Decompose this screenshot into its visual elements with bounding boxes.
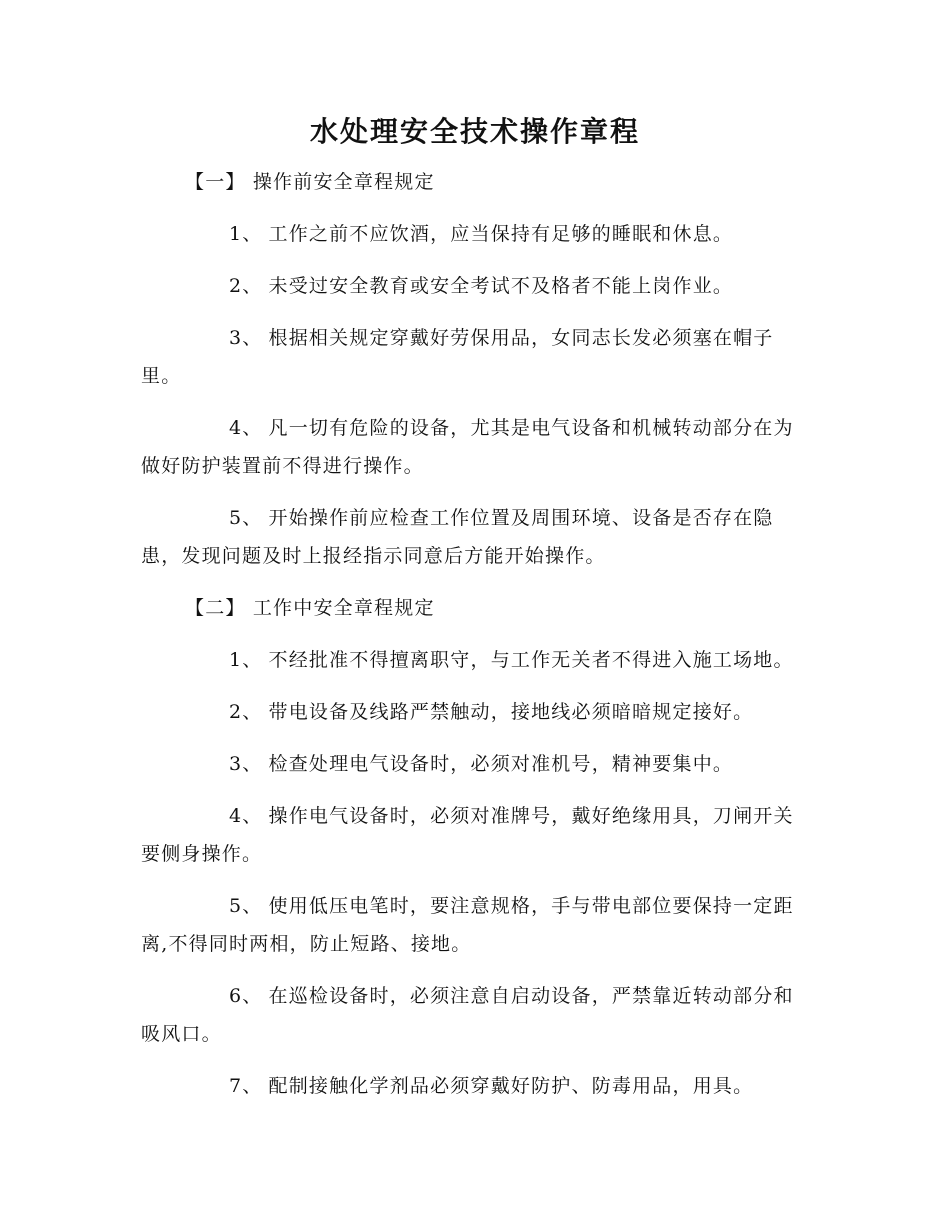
item-number: 1、 [229,223,263,245]
item-number: 6、 [229,985,263,1007]
item-text: 工作之前不应饮酒，应当保持有足够的睡眠和休息。 [268,223,734,245]
list-item [141,887,801,963]
list-item [141,1067,801,1105]
item-text: 配制接触化学剂品必须穿戴好防护、防毒用品，用具。 [268,1075,754,1097]
list-item [141,641,801,679]
list-item [141,977,801,1053]
list-item [141,797,801,873]
item-text: 不经批准不得擅离职守，与工作无关者不得进入施工场地。 [268,649,794,671]
document-body [141,163,801,1119]
item-text: 带电设备及线路严禁触动，接地线必须暗暗规定接好。 [268,701,754,723]
item-text: 在巡检设备时，必须注意自启动设备，严禁靠近转动部分和吸风口。 [141,985,794,1045]
item-number: 1、 [229,649,263,671]
item-text: 检查处理电气设备时，必须对准机号，精神要集中。 [268,753,734,775]
item-number: 2、 [229,275,263,297]
section-heading [141,163,801,201]
item-text: 根据相关规定穿戴好劳保用品，女同志长发必须塞在帽子里。 [141,327,774,387]
item-number: 7、 [229,1075,263,1097]
section-heading-text: 操作前安全章程规定 [252,171,435,193]
item-number: 3、 [229,753,263,775]
item-number: 5、 [229,895,263,917]
list-item [141,215,801,253]
document-title: 水处理安全技术操作章程 [309,115,640,148]
list-item [141,409,801,485]
list-item [141,267,801,305]
item-text: 使用低压电笔时，要注意规格，手与带电部位要保持一定距离,不得同时两相，防止短路、接地。 [141,895,794,955]
list-item [141,499,801,575]
list-item [141,319,801,395]
item-text: 凡一切有危险的设备，尤其是电气设备和机械转动部分在为做好防护装置前不得进行操作。 [141,417,794,477]
item-number: 4、 [229,417,263,439]
item-number: 5、 [229,507,263,529]
item-text: 操作电气设备时，必须对准牌号，戴好绝缘用具，刀闸开关要侧身操作。 [141,805,794,865]
item-number: 4、 [229,805,263,827]
section-heading [141,589,801,627]
item-number: 2、 [229,701,263,723]
section-heading-text: 工作中安全章程规定 [252,597,435,619]
section-heading-label: 【一】 [185,171,246,193]
list-item [141,693,801,731]
section-heading-label: 【二】 [185,597,246,619]
item-text: 开始操作前应检查工作位置及周围环境、设备是否存在隐患，发现问题及时上报经指示同意后方能开始操作。 [141,507,774,567]
list-item [141,745,801,783]
item-number: 3、 [229,327,263,349]
item-text: 未受过安全教育或安全考试不及格者不能上岗作业。 [268,275,734,297]
